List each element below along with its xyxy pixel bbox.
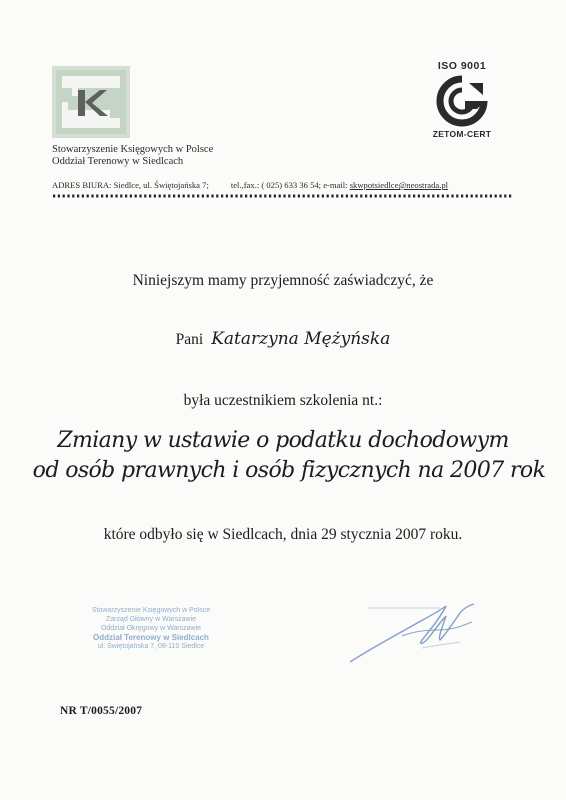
organization-stamp	[76, 606, 226, 651]
organization-name: Stowarzyszenie Księgowych w Polsce	[52, 144, 214, 155]
participant-text: była uczestnikiem szkolenia nt.:	[183, 392, 383, 409]
dotted-divider	[52, 193, 514, 199]
stamp-line: ul. Świętojańska 7, 08-110 Siedlce	[97, 643, 205, 650]
salutation: Pani	[175, 331, 204, 348]
stamp-line: Oddział Terenowy w Siedlcach	[93, 633, 209, 642]
certificate-number: NR T/0055/2007	[60, 705, 143, 717]
office-address: ADRES BIURA: Siedlce, ul. Świętojańska 7;	[52, 180, 209, 190]
training-date-text: które odbyło się w Siedlcach, dnia 29 stycznia 2007 roku.	[103, 526, 463, 543]
stamp-line: Stowarzyszenie Księgowych w Polsce	[91, 607, 211, 614]
sk-logo	[52, 66, 130, 138]
training-topic-line-1: Zmiany w ustawie o podatku dochodowym	[57, 428, 509, 453]
email-address: skwpotsiedlce@neostrada.pl	[349, 180, 449, 190]
phone-fax: tel.,fax.: ( 025) 633 36 54;	[230, 180, 322, 190]
stamp-line: Zarząd Główny w Warszawie	[106, 616, 196, 623]
organization-branch: Oddział Terenowy w Siedlcach	[52, 156, 184, 167]
training-topic-line-2: od osób prawnych i osób fizycznych na 2007 rok	[32, 458, 546, 483]
iso-caption: ZETOM-CERT	[432, 129, 492, 139]
iso-title: ISO 9001	[437, 60, 487, 72]
recipient-name: Katarzyna Mężyńska	[211, 329, 391, 349]
stamp-line: Oddział Okręgowy w Warszawie	[100, 625, 202, 632]
zetom-cert-icon	[435, 75, 489, 127]
recipient-line	[0, 329, 566, 349]
iso-certification	[424, 60, 500, 139]
email-label: e-mail:	[323, 180, 348, 190]
address-line	[52, 180, 514, 190]
handwritten-signature	[342, 596, 492, 670]
intro-text: Niniejszym mamy przyjemność zaświadczyć, że	[132, 272, 434, 289]
